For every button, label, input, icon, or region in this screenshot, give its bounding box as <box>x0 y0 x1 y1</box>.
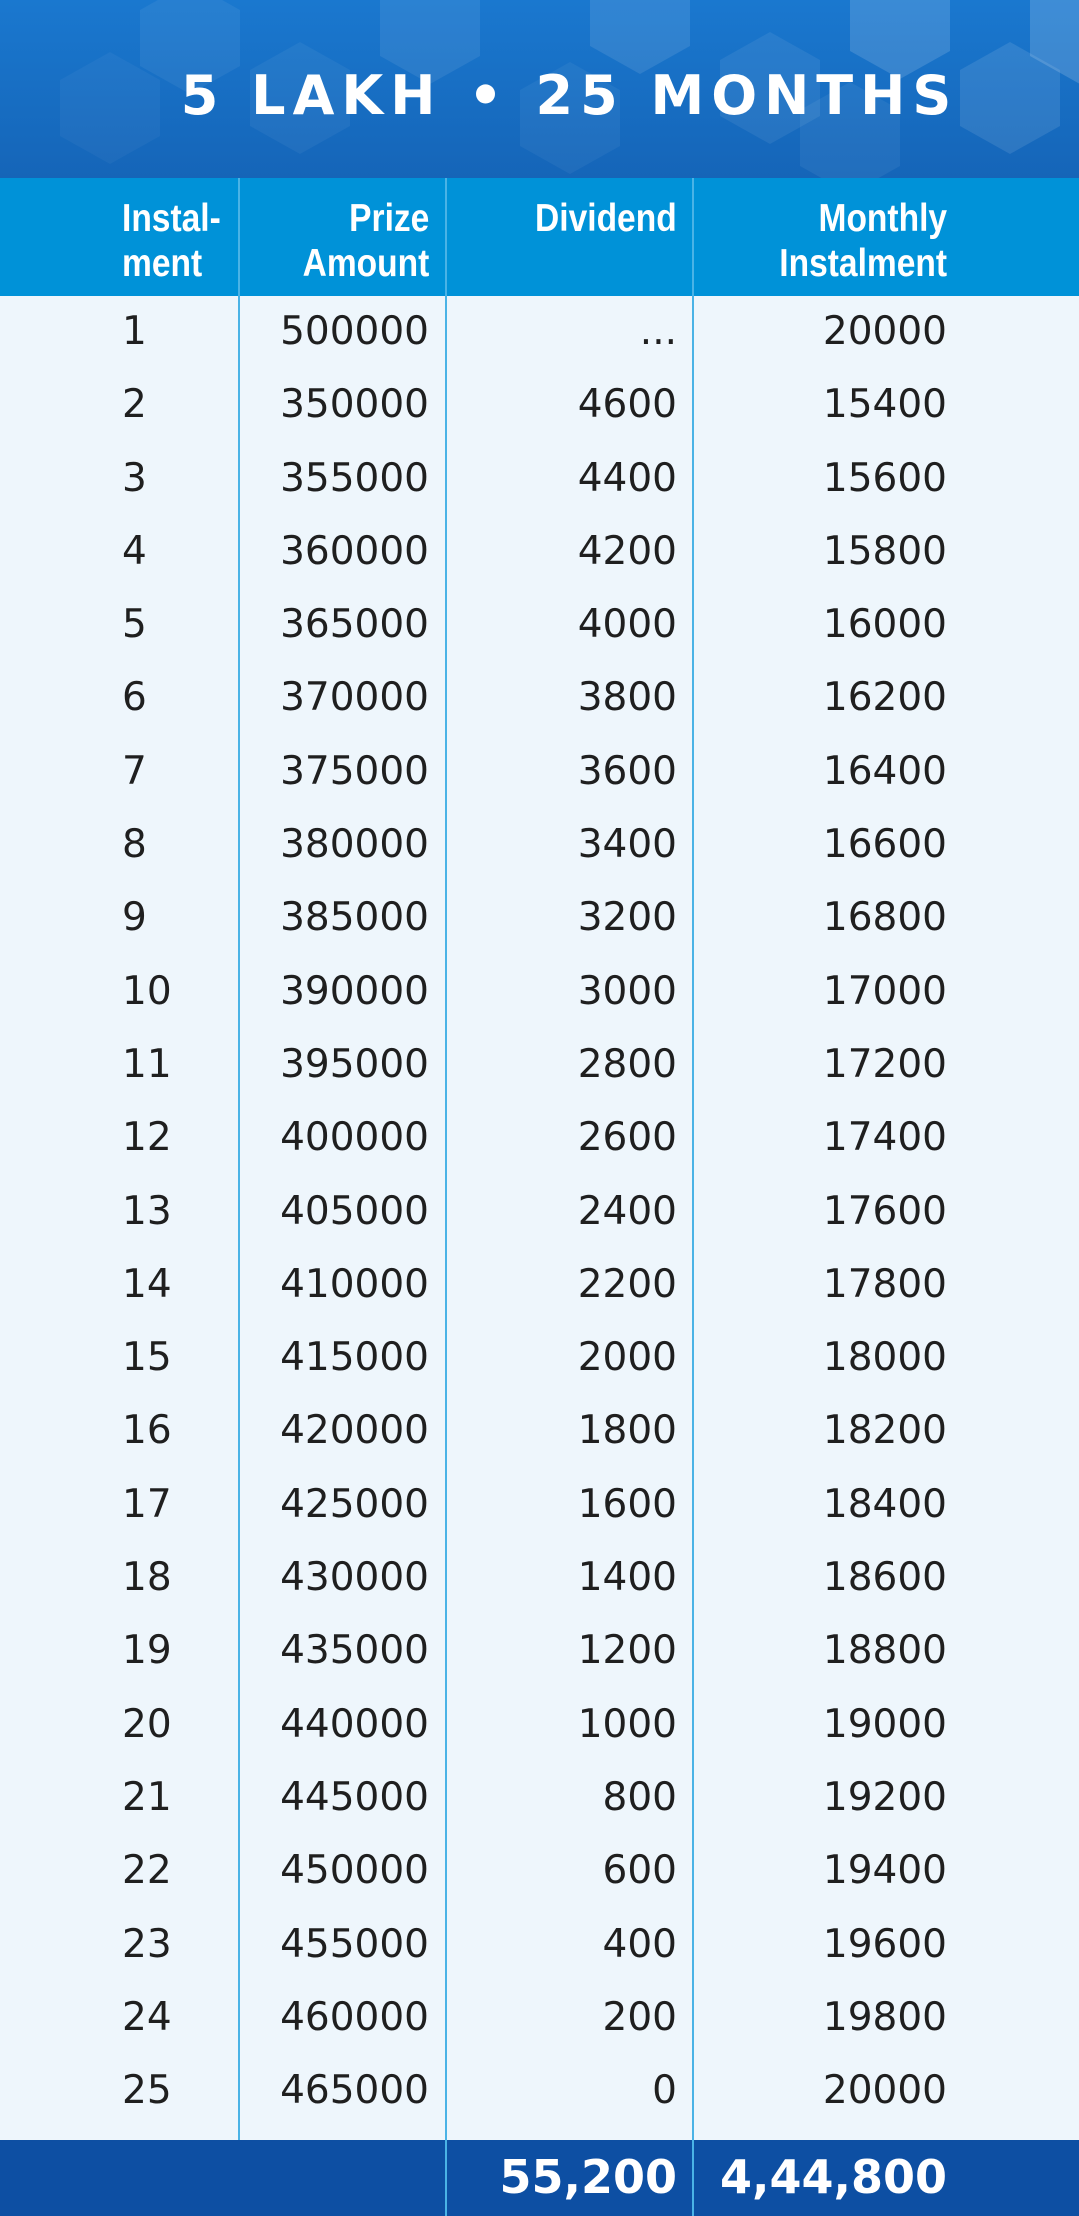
column-header-line: Monthly <box>818 197 947 240</box>
table-row <box>0 882 1079 955</box>
dividend-value: 1200 <box>577 1628 677 1674</box>
dividend-value: 2600 <box>577 1115 677 1161</box>
instalment-number: 18 <box>122 1555 172 1601</box>
monthly-instalment: 17600 <box>822 1188 947 1234</box>
instalment-number: 15 <box>122 1335 172 1381</box>
prize-amount: 460000 <box>280 1994 429 2040</box>
instalment-number: 2 <box>122 382 147 428</box>
instalment-number: 24 <box>122 1994 172 2040</box>
monthly-instalment: 18000 <box>822 1335 947 1381</box>
column-header-instalment <box>122 196 221 286</box>
table-row <box>0 1615 1079 1688</box>
table-body <box>0 296 1079 2128</box>
table-row <box>0 956 1079 1029</box>
table-row <box>0 1909 1079 1982</box>
prize-amount: 370000 <box>280 675 429 721</box>
dividend-value: 2000 <box>577 1335 677 1381</box>
dividend-value: 3200 <box>577 895 677 941</box>
monthly-instalment: 16600 <box>822 822 947 868</box>
instalment-number: 9 <box>122 895 147 941</box>
table-row <box>0 516 1079 589</box>
dividend-value: 2800 <box>577 1041 677 1087</box>
dividend-value: 0 <box>652 2068 677 2114</box>
monthly-instalment: 15600 <box>822 455 947 501</box>
dividend-value: ... <box>639 309 677 354</box>
instalment-number: 3 <box>122 455 147 501</box>
monthly-instalment: 20000 <box>822 309 947 354</box>
table-row <box>0 1542 1079 1615</box>
instalment-number: 22 <box>122 1848 172 1894</box>
monthly-instalment: 18800 <box>822 1628 947 1674</box>
column-header-line: ment <box>122 242 203 285</box>
monthly-instalment: 16000 <box>822 602 947 648</box>
instalment-number: 10 <box>122 968 172 1014</box>
total-dividend: 55,200 <box>499 2150 677 2204</box>
instalment-number: 14 <box>122 1261 172 1307</box>
dividend-value: 2400 <box>577 1188 677 1234</box>
column-divider <box>445 2140 447 2216</box>
table-row <box>0 1249 1079 1322</box>
instalment-number: 25 <box>122 2068 172 2114</box>
prize-amount: 380000 <box>280 822 429 868</box>
monthly-instalment: 15400 <box>822 382 947 428</box>
instalment-number: 19 <box>122 1628 172 1674</box>
monthly-instalment: 19400 <box>822 1848 947 1894</box>
column-header-line: Amount <box>302 242 429 285</box>
column-header-line: Dividend <box>535 197 677 240</box>
table-row <box>0 736 1079 809</box>
prize-amount: 465000 <box>280 2068 429 2114</box>
prize-amount: 450000 <box>280 1848 429 1894</box>
prize-amount: 500000 <box>280 309 429 354</box>
instalment-number: 16 <box>122 1408 172 1454</box>
table-row <box>0 2055 1079 2128</box>
prize-amount: 410000 <box>280 1261 429 1307</box>
prize-amount: 405000 <box>280 1188 429 1234</box>
prize-amount: 445000 <box>280 1774 429 1820</box>
monthly-instalment: 19200 <box>822 1774 947 1820</box>
dividend-value: 3400 <box>577 822 677 868</box>
dividend-value: 1000 <box>577 1701 677 1747</box>
instalment-number: 12 <box>122 1115 172 1161</box>
dividend-value: 3600 <box>577 748 677 794</box>
instalment-number: 1 <box>122 309 147 354</box>
column-header-monthly <box>779 196 947 286</box>
column-header-line: Instal- <box>122 197 221 240</box>
table-row <box>0 1102 1079 1175</box>
monthly-instalment: 18200 <box>822 1408 947 1454</box>
dividend-value: 4000 <box>577 602 677 648</box>
monthly-instalment: 17000 <box>822 968 947 1014</box>
instalment-number: 4 <box>122 528 147 574</box>
instalment-number: 21 <box>122 1774 172 1820</box>
table-row <box>0 1322 1079 1395</box>
monthly-instalment: 16400 <box>822 748 947 794</box>
column-header-line: Prize <box>348 197 429 240</box>
prize-amount: 385000 <box>280 895 429 941</box>
table-row <box>0 1762 1079 1835</box>
table-row <box>0 1176 1079 1249</box>
monthly-instalment: 18600 <box>822 1555 947 1601</box>
prize-amount: 425000 <box>280 1481 429 1527</box>
prize-amount: 350000 <box>280 382 429 428</box>
instalment-number: 8 <box>122 822 147 868</box>
table-row <box>0 1029 1079 1102</box>
table-row <box>0 1689 1079 1762</box>
dividend-value: 4200 <box>577 528 677 574</box>
monthly-instalment: 19600 <box>822 1921 947 1967</box>
table-row <box>0 1835 1079 1908</box>
dividend-value: 800 <box>602 1774 677 1820</box>
table-row <box>0 1395 1079 1468</box>
dividend-value: 400 <box>602 1921 677 1967</box>
total-monthly: 4,44,800 <box>720 2150 947 2204</box>
monthly-instalment: 18400 <box>822 1481 947 1527</box>
column-divider <box>692 2140 694 2216</box>
dividend-value: 1600 <box>577 1481 677 1527</box>
page-title: 5 LAKH • 25 MONTHS <box>180 64 959 127</box>
table-row <box>0 589 1079 662</box>
instalment-table <box>0 178 1079 2216</box>
table-row <box>0 369 1079 442</box>
table-header <box>0 178 1079 296</box>
column-header-dividend <box>535 196 677 241</box>
monthly-instalment: 15800 <box>822 528 947 574</box>
monthly-instalment: 16800 <box>822 895 947 941</box>
prize-amount: 400000 <box>280 1115 429 1161</box>
dividend-value: 4400 <box>577 455 677 501</box>
prize-amount: 415000 <box>280 1335 429 1381</box>
instalment-number: 13 <box>122 1188 172 1234</box>
dividend-value: 3800 <box>577 675 677 721</box>
table-row <box>0 662 1079 735</box>
dividend-value: 1800 <box>577 1408 677 1454</box>
table-row <box>0 809 1079 882</box>
table-row <box>0 443 1079 516</box>
table-row <box>0 296 1079 369</box>
prize-amount: 390000 <box>280 968 429 1014</box>
instalment-number: 23 <box>122 1921 172 1967</box>
monthly-instalment: 20000 <box>822 2068 947 2114</box>
title-banner <box>0 0 1079 178</box>
totals-row <box>0 2140 1079 2216</box>
prize-amount: 420000 <box>280 1408 429 1454</box>
dividend-value: 200 <box>602 1994 677 2040</box>
dividend-value: 600 <box>602 1848 677 1894</box>
instalment-number: 17 <box>122 1481 172 1527</box>
prize-amount: 440000 <box>280 1701 429 1747</box>
instalment-number: 20 <box>122 1701 172 1747</box>
prize-amount: 435000 <box>280 1628 429 1674</box>
monthly-instalment: 17800 <box>822 1261 947 1307</box>
prize-amount: 455000 <box>280 1921 429 1967</box>
monthly-instalment: 16200 <box>822 675 947 721</box>
monthly-instalment: 19000 <box>822 1701 947 1747</box>
prize-amount: 375000 <box>280 748 429 794</box>
monthly-instalment: 17400 <box>822 1115 947 1161</box>
dividend-value: 3000 <box>577 968 677 1014</box>
prize-amount: 365000 <box>280 602 429 648</box>
dividend-value: 1400 <box>577 1555 677 1601</box>
instalment-number: 6 <box>122 675 147 721</box>
instalment-number: 5 <box>122 602 147 648</box>
instalment-number: 11 <box>122 1041 172 1087</box>
instalment-number: 7 <box>122 748 147 794</box>
prize-amount: 355000 <box>280 455 429 501</box>
prize-amount: 430000 <box>280 1555 429 1601</box>
table-row <box>0 1469 1079 1542</box>
monthly-instalment: 19800 <box>822 1994 947 2040</box>
dividend-value: 4600 <box>577 382 677 428</box>
column-header-prize <box>302 196 429 286</box>
prize-amount: 395000 <box>280 1041 429 1087</box>
column-header-line: Instalment <box>779 242 947 285</box>
prize-amount: 360000 <box>280 528 429 574</box>
dividend-value: 2200 <box>577 1261 677 1307</box>
monthly-instalment: 17200 <box>822 1041 947 1087</box>
table-row <box>0 1982 1079 2055</box>
